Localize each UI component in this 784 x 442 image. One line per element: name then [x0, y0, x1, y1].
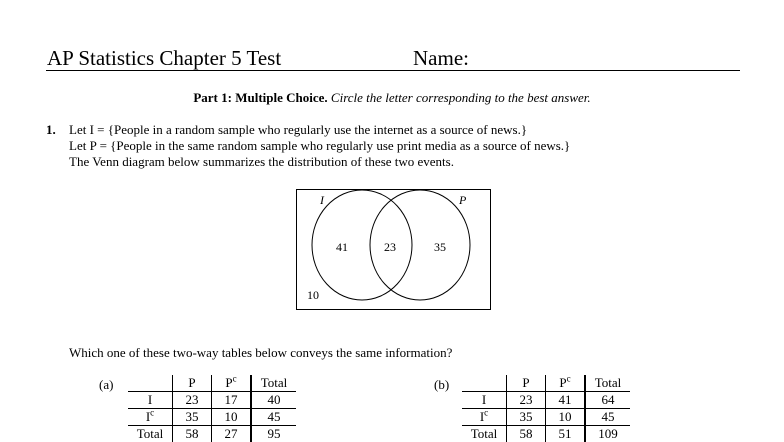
table-cell: 45 — [585, 409, 630, 426]
col-header-p: P — [507, 375, 546, 392]
table-row — [128, 409, 296, 426]
table-cell: 17 — [212, 392, 252, 409]
row-header-i-complement: $I^c$ — [462, 409, 507, 426]
row-header-total: Total — [462, 426, 507, 442]
venn-only-i: 41 — [336, 240, 348, 254]
table-cell: 10 — [212, 409, 252, 426]
part-text: Circle the letter corresponding to the best answer. — [331, 90, 591, 105]
venn-outside: 10 — [307, 288, 319, 302]
table-cell: 64 — [585, 392, 630, 409]
option-a-label: (a) — [99, 377, 113, 393]
venn-only-p: 35 — [434, 240, 446, 254]
question-line-2: Let P = {People in the same random sample who regularly use print media as a source of news.} — [69, 138, 570, 154]
option-a-table — [128, 375, 296, 442]
col-header-p-complement: $P^c$ — [212, 375, 252, 392]
table-cell: 23 — [173, 392, 212, 409]
question-line-1: Let I = {People in a random sample who regularly use the internet as a source of news.} — [69, 122, 527, 138]
table-cell: 58 — [507, 426, 546, 442]
part-instructions — [0, 90, 784, 106]
test-title: AP Statistics Chapter 5 Test — [47, 46, 281, 71]
venn-circle-i — [312, 190, 412, 300]
table-cell: 45 — [251, 409, 296, 426]
header-rule — [46, 70, 740, 71]
table-cell: 40 — [251, 392, 296, 409]
table-cell: 41 — [546, 392, 586, 409]
table-cell: 27 — [212, 426, 252, 442]
col-header-p-complement: $P^c$ — [546, 375, 586, 392]
row-header-i: I — [462, 392, 507, 409]
col-header-p: P — [173, 375, 212, 392]
col-header-total: Total — [251, 375, 296, 392]
row-header-total: Total — [128, 426, 173, 442]
table-cell: 10 — [546, 409, 586, 426]
table-row — [462, 392, 630, 409]
option-b-label: (b) — [434, 377, 449, 393]
venn-intersection: 23 — [384, 240, 396, 254]
venn-label-i: I — [319, 193, 325, 207]
venn-diagram — [296, 189, 492, 311]
row-header-i-complement: $I^c$ — [128, 409, 173, 426]
part-label: Part 1: Multiple Choice. — [193, 90, 327, 105]
table-cell: 51 — [546, 426, 586, 442]
question-line-3: The Venn diagram below summarizes the distribution of these two events. — [69, 154, 454, 170]
table-cell: 23 — [507, 392, 546, 409]
table-cell: 95 — [251, 426, 296, 442]
table-cell: 35 — [173, 409, 212, 426]
table-row — [128, 426, 296, 442]
question-number: 1. — [46, 122, 56, 138]
option-b-table — [462, 375, 630, 442]
table-row — [462, 409, 630, 426]
question-prompt: Which one of these two-way tables below conveys the same information? — [69, 345, 452, 361]
name-label: Name: — [413, 46, 469, 71]
table-row — [128, 392, 296, 409]
table-row — [462, 426, 630, 442]
table-cell: 58 — [173, 426, 212, 442]
col-header-total: Total — [585, 375, 630, 392]
row-header-i: I — [128, 392, 173, 409]
venn-label-p: P — [458, 193, 467, 207]
table-cell: 35 — [507, 409, 546, 426]
table-cell: 109 — [585, 426, 630, 442]
